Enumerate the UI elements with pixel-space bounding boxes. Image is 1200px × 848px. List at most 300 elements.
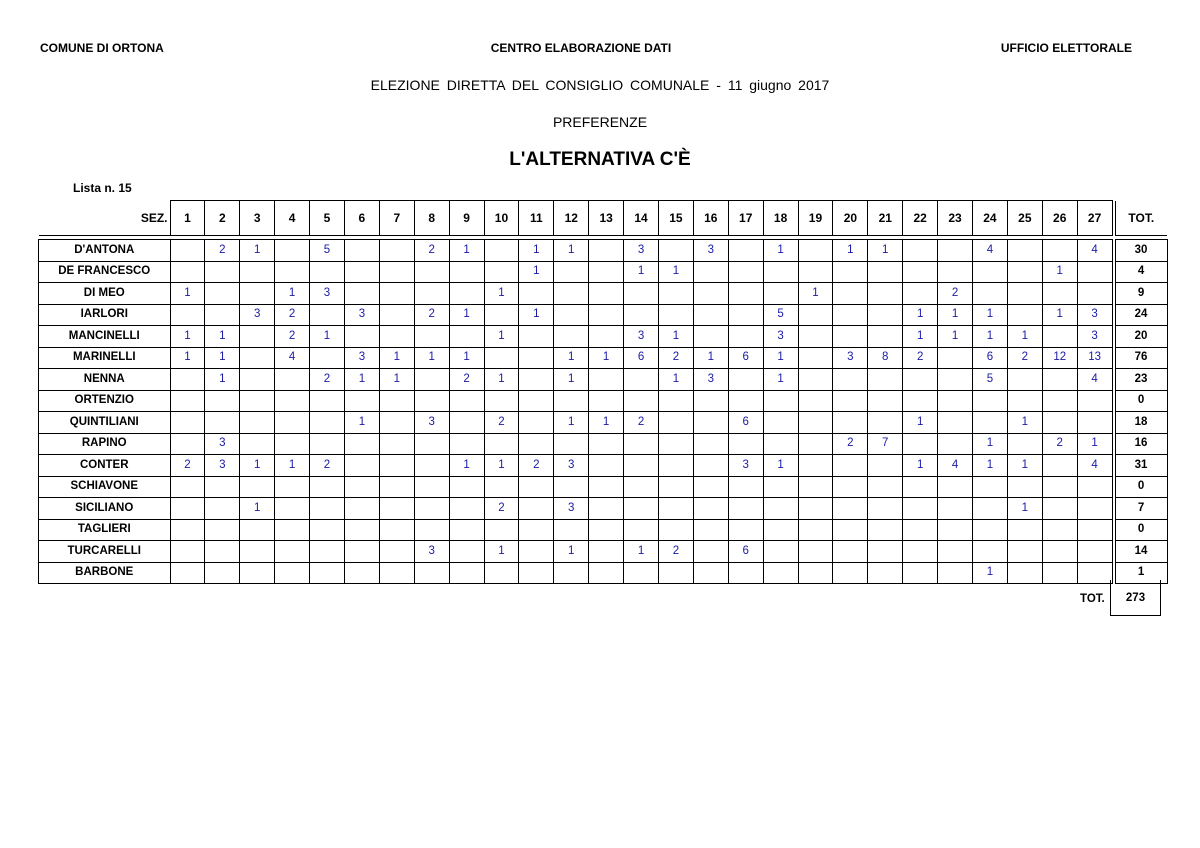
preference-count (938, 433, 973, 455)
preference-count (624, 476, 659, 498)
preference-count (763, 433, 798, 455)
preference-count (344, 455, 379, 477)
preference-count (275, 240, 310, 262)
preference-count: 1 (938, 326, 973, 348)
preference-count: 2 (1007, 347, 1042, 369)
preference-count (972, 541, 1007, 563)
preference-count (379, 283, 414, 305)
preference-count (903, 261, 938, 283)
preference-count (170, 433, 205, 455)
preference-count (798, 304, 833, 326)
preference-count: 1 (205, 369, 240, 391)
preference-count: 2 (833, 433, 868, 455)
preference-count: 1 (449, 455, 484, 477)
header-electoral-office: UFFICIO ELETTORALE (1000, 41, 1132, 55)
preference-count (624, 433, 659, 455)
preference-count: 1 (1042, 304, 1077, 326)
preference-count (693, 433, 728, 455)
preference-count (205, 519, 240, 541)
preference-count: 3 (728, 455, 763, 477)
preference-count: 1 (240, 498, 275, 520)
preference-count: 12 (1042, 347, 1077, 369)
preference-count (763, 283, 798, 305)
preference-count: 1 (554, 412, 589, 434)
preference-count (310, 498, 345, 520)
preference-count (484, 304, 519, 326)
preference-count: 13 (1077, 347, 1112, 369)
candidate-total: 7 (1115, 498, 1167, 520)
preference-count: 6 (728, 347, 763, 369)
preference-count: 1 (1007, 455, 1042, 477)
preference-count: 6 (728, 541, 763, 563)
preference-count: 2 (275, 326, 310, 348)
preference-count (868, 261, 903, 283)
preference-count (693, 455, 728, 477)
preference-count (240, 476, 275, 498)
table-header-row (39, 201, 1168, 236)
list-number: Lista n. 15 (73, 181, 132, 195)
preference-count: 1 (658, 369, 693, 391)
preference-count: 3 (205, 433, 240, 455)
table-row (39, 283, 1168, 305)
preference-count (484, 347, 519, 369)
preference-count (170, 240, 205, 262)
section-header: 7 (379, 201, 414, 236)
preference-count (728, 519, 763, 541)
preference-count (868, 326, 903, 348)
preference-count (589, 562, 624, 584)
preference-count: 3 (763, 326, 798, 348)
preference-count (624, 519, 659, 541)
preference-count: 1 (763, 455, 798, 477)
preference-count (554, 562, 589, 584)
preference-count (833, 519, 868, 541)
preference-count (868, 498, 903, 520)
section-header: 16 (693, 201, 728, 236)
preference-count: 1 (310, 326, 345, 348)
preference-count (833, 455, 868, 477)
preference-count: 1 (519, 304, 554, 326)
preference-count (833, 498, 868, 520)
candidate-total: 23 (1115, 369, 1167, 391)
preference-count (693, 326, 728, 348)
total-header: TOT. (1115, 201, 1167, 236)
preference-count (833, 369, 868, 391)
preference-count (972, 283, 1007, 305)
preference-count: 2 (519, 455, 554, 477)
preference-count (344, 240, 379, 262)
preference-count (763, 261, 798, 283)
preference-count: 1 (589, 347, 624, 369)
preference-count (728, 562, 763, 584)
preference-count (693, 283, 728, 305)
preference-count (414, 283, 449, 305)
preference-count: 4 (1077, 455, 1112, 477)
preference-count (310, 562, 345, 584)
preference-count (414, 498, 449, 520)
preference-count (833, 412, 868, 434)
table-row (39, 562, 1168, 584)
preference-count (868, 541, 903, 563)
preference-count (379, 240, 414, 262)
table-row (39, 261, 1168, 283)
candidate-name: TURCARELLI (39, 541, 171, 563)
table-row (39, 347, 1168, 369)
preference-count (763, 519, 798, 541)
preference-count (240, 433, 275, 455)
preference-count (484, 240, 519, 262)
table-row (39, 455, 1168, 477)
candidate-total: 30 (1115, 240, 1167, 262)
preference-count (240, 283, 275, 305)
preference-count: 2 (658, 347, 693, 369)
preference-count: 5 (763, 304, 798, 326)
preference-count (379, 326, 414, 348)
preference-count: 1 (275, 455, 310, 477)
preference-count: 3 (1077, 304, 1112, 326)
preference-count (275, 369, 310, 391)
preference-count (1007, 541, 1042, 563)
preference-count (833, 283, 868, 305)
section-header: 22 (903, 201, 938, 236)
preference-count (344, 498, 379, 520)
preference-count (275, 433, 310, 455)
preference-count: 1 (658, 261, 693, 283)
preference-count (1042, 326, 1077, 348)
preference-count (624, 283, 659, 305)
preference-count (658, 283, 693, 305)
preference-count: 1 (763, 369, 798, 391)
section-header: 15 (658, 201, 693, 236)
preference-count (205, 412, 240, 434)
preference-count (379, 261, 414, 283)
candidate-total: 20 (1115, 326, 1167, 348)
preference-count: 1 (554, 541, 589, 563)
preference-count: 1 (170, 283, 205, 305)
preference-count (938, 261, 973, 283)
preference-count (275, 412, 310, 434)
document-title: ELEZIONE DIRETTA DEL CONSIGLIO COMUNALE - 11 giugno 2017 (370, 77, 830, 93)
preference-count (798, 498, 833, 520)
candidate-total: 31 (1115, 455, 1167, 477)
preference-count: 3 (833, 347, 868, 369)
preference-count (554, 261, 589, 283)
preference-count (868, 390, 903, 412)
preference-count: 1 (484, 326, 519, 348)
preference-count: 2 (205, 240, 240, 262)
preference-count (728, 261, 763, 283)
preference-count: 3 (693, 369, 728, 391)
candidate-total: 76 (1115, 347, 1167, 369)
preference-count (240, 519, 275, 541)
candidate-name: IARLORI (39, 304, 171, 326)
preference-count: 1 (554, 347, 589, 369)
preference-count (589, 369, 624, 391)
preference-count (310, 390, 345, 412)
preference-count (798, 347, 833, 369)
preference-count (589, 498, 624, 520)
preference-count (1077, 498, 1112, 520)
preference-count (658, 304, 693, 326)
preference-count: 1 (519, 240, 554, 262)
preference-count (379, 562, 414, 584)
section-header: 11 (519, 201, 554, 236)
section-header: 2 (205, 201, 240, 236)
section-header: 21 (868, 201, 903, 236)
preference-count (170, 261, 205, 283)
preference-count (589, 476, 624, 498)
preference-count (624, 455, 659, 477)
preference-count (798, 562, 833, 584)
preference-count (798, 433, 833, 455)
preference-count (728, 240, 763, 262)
preference-count: 1 (240, 455, 275, 477)
preference-count: 1 (798, 283, 833, 305)
preference-count: 1 (903, 412, 938, 434)
preference-count (589, 519, 624, 541)
preference-count: 1 (972, 455, 1007, 477)
preference-count: 1 (205, 326, 240, 348)
preference-count (589, 433, 624, 455)
preference-count (693, 390, 728, 412)
preference-count (414, 519, 449, 541)
preference-count (798, 476, 833, 498)
preference-count (275, 562, 310, 584)
preference-count (519, 326, 554, 348)
candidate-total: 4 (1115, 261, 1167, 283)
preference-count (903, 433, 938, 455)
preference-count (1042, 455, 1077, 477)
preference-count (554, 519, 589, 541)
preference-count (205, 541, 240, 563)
section-header: 5 (310, 201, 345, 236)
preference-count (414, 476, 449, 498)
header-municipality: COMUNE DI ORTONA (40, 41, 164, 55)
preference-count (1077, 412, 1112, 434)
preference-count (170, 412, 205, 434)
preference-count (379, 390, 414, 412)
preference-count: 1 (972, 433, 1007, 455)
preference-count: 1 (554, 240, 589, 262)
table-row (39, 390, 1168, 412)
section-header: 12 (554, 201, 589, 236)
preference-count: 2 (449, 369, 484, 391)
preference-count: 1 (449, 347, 484, 369)
section-header: 14 (624, 201, 659, 236)
preference-count (798, 412, 833, 434)
preference-count (414, 326, 449, 348)
preference-count (589, 240, 624, 262)
preference-count (1007, 433, 1042, 455)
preference-count (344, 562, 379, 584)
table-row (39, 326, 1168, 348)
preference-count (379, 541, 414, 563)
preference-count: 5 (972, 369, 1007, 391)
preference-count: 2 (414, 240, 449, 262)
preference-count: 3 (240, 304, 275, 326)
preference-count (658, 498, 693, 520)
preference-count (972, 261, 1007, 283)
preference-count (240, 412, 275, 434)
preference-count (170, 369, 205, 391)
preference-count: 1 (170, 347, 205, 369)
preference-count (1007, 240, 1042, 262)
preference-count (693, 498, 728, 520)
preference-count: 1 (589, 412, 624, 434)
preference-count (868, 519, 903, 541)
preference-count: 3 (414, 412, 449, 434)
preference-count (414, 562, 449, 584)
preference-count (344, 476, 379, 498)
preference-count (1007, 519, 1042, 541)
preference-count (240, 562, 275, 584)
preference-count (519, 476, 554, 498)
preference-count (484, 476, 519, 498)
preference-count (589, 541, 624, 563)
preference-count (414, 390, 449, 412)
preference-count: 1 (414, 347, 449, 369)
preference-count (205, 283, 240, 305)
preference-count (379, 498, 414, 520)
preference-count: 1 (624, 261, 659, 283)
preference-count: 1 (344, 369, 379, 391)
preference-count: 8 (868, 347, 903, 369)
preference-count (589, 390, 624, 412)
preference-count (763, 541, 798, 563)
preference-count (414, 433, 449, 455)
preference-count: 2 (624, 412, 659, 434)
section-header: 24 (972, 201, 1007, 236)
preference-count: 1 (903, 304, 938, 326)
preference-count (205, 498, 240, 520)
preference-count (170, 304, 205, 326)
preference-count (240, 326, 275, 348)
preference-count (1042, 390, 1077, 412)
list-name: L'ALTERNATIVA C'È (509, 149, 691, 170)
preference-count (554, 283, 589, 305)
preference-count (624, 562, 659, 584)
table-row (39, 412, 1168, 434)
preference-count (938, 541, 973, 563)
candidate-name: QUINTILIANI (39, 412, 171, 434)
preference-count (763, 562, 798, 584)
preference-count (554, 326, 589, 348)
preference-count (484, 261, 519, 283)
candidate-name: SICILIANO (39, 498, 171, 520)
preference-count (798, 519, 833, 541)
preference-count (903, 369, 938, 391)
preference-count: 1 (449, 304, 484, 326)
preference-count (658, 519, 693, 541)
preference-count: 5 (310, 240, 345, 262)
preference-count (449, 476, 484, 498)
preference-count (1077, 519, 1112, 541)
preference-count: 1 (1007, 498, 1042, 520)
preference-count (903, 498, 938, 520)
preference-count (449, 326, 484, 348)
preference-count: 1 (658, 326, 693, 348)
preference-count (519, 369, 554, 391)
preference-count (798, 541, 833, 563)
preference-count (798, 240, 833, 262)
candidate-total: 24 (1115, 304, 1167, 326)
preference-count (833, 326, 868, 348)
preference-count (344, 261, 379, 283)
preference-count (1077, 541, 1112, 563)
preference-count (868, 562, 903, 584)
preference-count: 1 (484, 283, 519, 305)
preference-count (833, 390, 868, 412)
preference-count (658, 476, 693, 498)
preference-count (379, 455, 414, 477)
preference-count (344, 519, 379, 541)
section-header: 27 (1077, 201, 1112, 236)
preference-count (275, 498, 310, 520)
preference-count: 1 (972, 326, 1007, 348)
preferences-table (38, 200, 1168, 584)
preference-count (484, 519, 519, 541)
preference-count (693, 261, 728, 283)
preference-count (240, 369, 275, 391)
preference-count (344, 283, 379, 305)
preference-count (275, 541, 310, 563)
preference-count (1007, 283, 1042, 305)
preference-count (903, 519, 938, 541)
sez-label: SEZ. (39, 201, 171, 236)
candidate-total: 18 (1115, 412, 1167, 434)
preference-count (658, 412, 693, 434)
preference-count (1042, 562, 1077, 584)
preference-count (833, 562, 868, 584)
preference-count (519, 283, 554, 305)
preference-count (624, 390, 659, 412)
preference-count (1042, 283, 1077, 305)
preference-count: 2 (170, 455, 205, 477)
preference-count: 3 (554, 498, 589, 520)
preference-count (554, 433, 589, 455)
preference-count (449, 283, 484, 305)
preference-count: 4 (1077, 240, 1112, 262)
preference-count: 2 (310, 369, 345, 391)
preference-count (519, 562, 554, 584)
preference-count: 6 (972, 347, 1007, 369)
preference-count (972, 390, 1007, 412)
document-subtitle: PREFERENZE (552, 114, 648, 130)
preference-count (519, 498, 554, 520)
preference-count: 1 (275, 283, 310, 305)
section-header: 26 (1042, 201, 1077, 236)
candidate-name: MANCINELLI (39, 326, 171, 348)
preference-count (728, 390, 763, 412)
candidate-total: 14 (1115, 541, 1167, 563)
preference-count (1077, 476, 1112, 498)
preference-count (1007, 562, 1042, 584)
grand-total-value: 273 (1110, 580, 1161, 616)
section-header: 13 (589, 201, 624, 236)
preference-count (589, 455, 624, 477)
preference-count: 3 (1077, 326, 1112, 348)
preference-count (693, 519, 728, 541)
preference-count (1042, 476, 1077, 498)
preference-count (240, 541, 275, 563)
preference-count (658, 390, 693, 412)
preference-count (170, 562, 205, 584)
preference-count: 3 (310, 283, 345, 305)
preference-count (275, 390, 310, 412)
preference-count: 1 (972, 304, 1007, 326)
preference-count (1042, 240, 1077, 262)
preference-count (170, 541, 205, 563)
